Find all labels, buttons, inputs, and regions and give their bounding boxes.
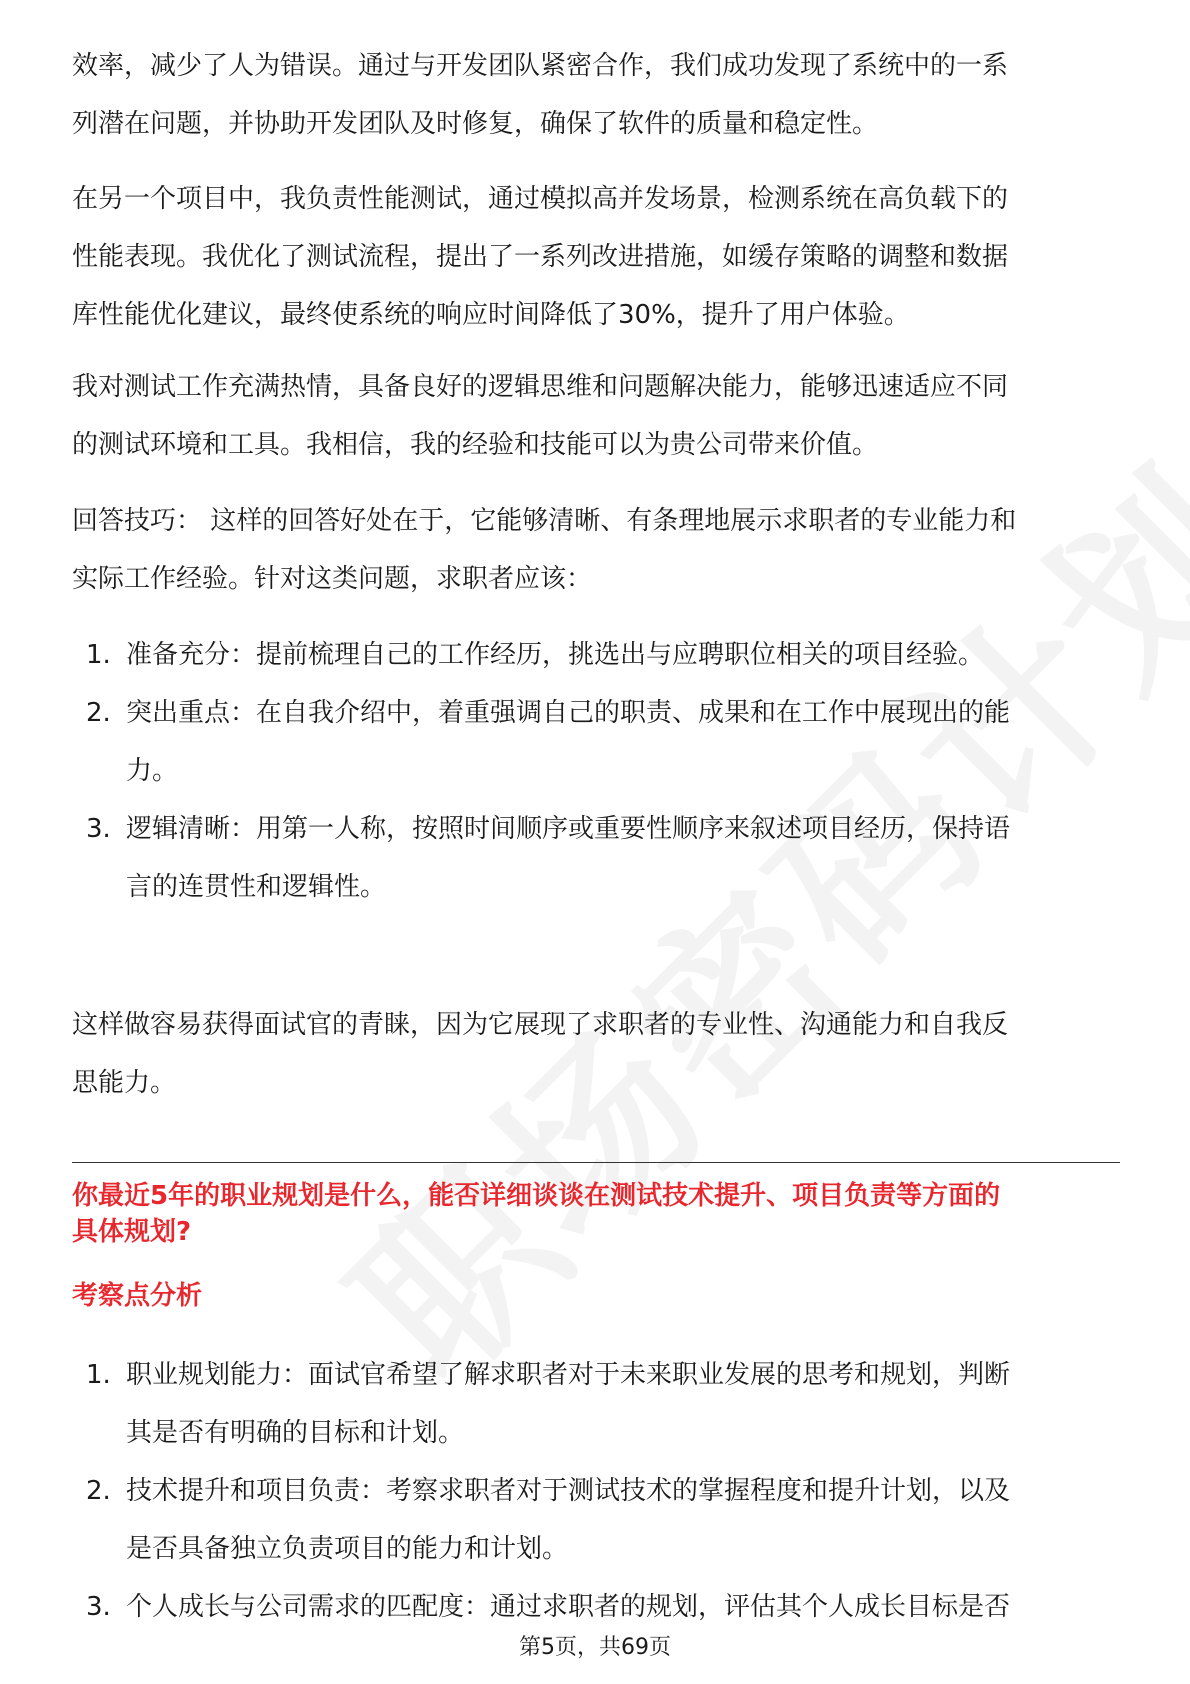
text-line: 突出重点：在自我介绍中，着重强调自己的职责、成果和在工作中展现出的能 (126, 698, 1011, 728)
text-line: 实际工作经验。针对这类问题，求职者应该： (72, 564, 593, 594)
paragraph-performance-project (72, 170, 1120, 344)
list-number: 2. (86, 1476, 111, 1506)
section-divider (72, 1162, 1120, 1163)
text-line: 职业规划能力：面试官希望了解求职者对于未来职业发展的思考和规划，判断 (126, 1360, 1011, 1390)
text-line: 性能表现。我优化了测试流程，提出了一系列改进措施，如缓存策略的调整和数据 (72, 242, 1009, 272)
list-item (72, 684, 1120, 800)
text-line: 言的连贯性和逻辑性。 (126, 872, 387, 902)
text-line: 逻辑清晰：用第一人称，按照时间顺序或重要性顺序来叙述项目经历，保持语 (126, 814, 1011, 844)
question-line: 你最近5年的职业规划是什么，能否详细谈谈在测试技术提升、项目负责等方面的 (72, 1181, 1001, 1211)
text-line: 是否具备独立负责项目的能力和计划。 (126, 1534, 569, 1564)
text-line: 技术提升和项目负责：考察求职者对于测试技术的掌握程度和提升计划，以及 (126, 1476, 1011, 1506)
analysis-list (72, 1346, 1120, 1636)
text-line: 回答技巧： 这样的回答好处在于，它能够清晰、有条理地展示求职者的专业能力和 (72, 506, 1017, 536)
paragraph-answer-tips (72, 492, 1120, 608)
list-number: 3. (86, 814, 111, 844)
list-number: 1. (86, 1360, 111, 1390)
list-number: 3. (86, 1592, 111, 1622)
text-line: 力。 (126, 756, 179, 786)
text-line: 个人成长与公司需求的匹配度：通过求职者的规划，评估其个人成长目标是否 (126, 1592, 1011, 1622)
text-line: 其是否有明确的目标和计划。 (126, 1418, 465, 1448)
list-item (72, 1578, 1120, 1636)
question-line: 具体规划? (72, 1217, 192, 1247)
text-line: 的测试环境和工具。我相信，我的经验和技能可以为贵公司带来价值。 (72, 430, 879, 460)
list-item (72, 1346, 1120, 1462)
text-line: 库性能优化建议，最终使系统的响应时间降低了30%，提升了用户体验。 (72, 300, 910, 330)
interview-question (72, 1178, 1120, 1250)
text-line: 列潜在问题，并协助开发团队及时修复，确保了软件的质量和稳定性。 (72, 109, 879, 139)
paragraph-efficiency (72, 37, 1120, 153)
text-line: 效率，减少了人为错误。通过与开发团队紧密合作，我们成功发现了系统中的一系 (72, 51, 1009, 81)
list-item (72, 1462, 1120, 1578)
text-line: 准备充分：提前梳理自己的工作经历，挑选出与应聘职位相关的项目经验。 (126, 640, 985, 670)
paragraph-passion (72, 358, 1120, 474)
tips-list (72, 626, 1120, 916)
paragraph-conclusion (72, 996, 1120, 1112)
list-number: 2. (86, 698, 111, 728)
analysis-heading: 考察点分析 (72, 1281, 203, 1311)
text-line: 在另一个项目中，我负责性能测试，通过模拟高并发场景，检测系统在高负载下的 (72, 184, 1009, 214)
text-line: 我对测试工作充满热情，具备良好的逻辑思维和问题解决能力，能够迅速适应不同 (72, 372, 1009, 402)
page-number-footer: 第5页，共69页 (519, 1635, 671, 1660)
list-number: 1. (86, 640, 111, 670)
text-line: 这样做容易获得面试官的青睐，因为它展现了求职者的专业性、沟通能力和自我反 (72, 1010, 1009, 1040)
text-line: 思能力。 (72, 1068, 177, 1098)
list-item (72, 626, 1120, 684)
list-item (72, 800, 1120, 916)
